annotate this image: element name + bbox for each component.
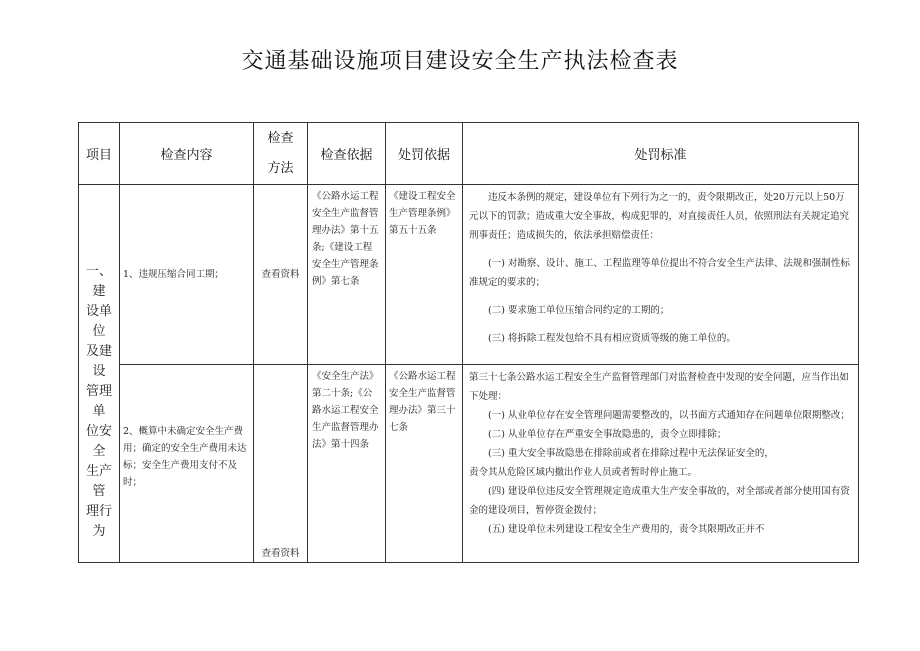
item-line: 生产管 bbox=[85, 463, 112, 499]
standard-paragraph: (五) 建设单位未列建设工程安全生产费用的，责令其限期改正并不 bbox=[488, 524, 765, 535]
check-basis: 《公路水运工程安全生产监督管理办法》第十五条;《建设工程安全生产管理条例》第七条 bbox=[308, 185, 386, 365]
check-method: 查看资料 bbox=[254, 185, 308, 365]
page-title: 交通基础设施项目建设安全生产执法检查表 bbox=[241, 49, 679, 74]
item-line: 及建设 bbox=[85, 343, 112, 379]
item-line: 理行为 bbox=[85, 503, 112, 539]
standard-paragraph: (一) 对勘察、设计、施工、工程监理等单位提出不符合安全生产法律、法规和强制性标准规定的要求的； bbox=[469, 258, 850, 288]
item-line: 管理单 bbox=[85, 383, 112, 419]
standard-paragraph: 责令其从危险区域内撤出作业人员或者暂时停止施工。 bbox=[469, 467, 698, 478]
punish-standard bbox=[463, 185, 859, 365]
check-content: 1、违规压缩合同工期； bbox=[120, 185, 254, 365]
punish-basis: 《公路水运工程安全生产监督管理办法》第三十七条 bbox=[386, 365, 463, 563]
header-method-line2: 方法 bbox=[267, 160, 294, 176]
header-standard: 处罚标准 bbox=[463, 123, 859, 185]
header-method-line1: 检查 bbox=[267, 130, 294, 146]
standard-paragraph: (一) 从业单位存在安全管理问题需要整改的，以书面方式通知存在问题单位限期整改； bbox=[488, 410, 850, 421]
punish-basis: 《建设工程安全生产管理条例》第五十五条 bbox=[386, 185, 463, 365]
standard-paragraph: (三) 将拆除工程发包给不具有相应资质等级的施工单位的。 bbox=[488, 333, 736, 344]
inspection-table bbox=[78, 122, 859, 563]
header-basis: 检查依据 bbox=[308, 123, 386, 185]
table-row bbox=[79, 365, 859, 563]
standard-paragraph: (二) 要求施工单位压缩合同约定的工期的； bbox=[488, 305, 670, 316]
header-content: 检查内容 bbox=[120, 123, 254, 185]
header-punish-basis: 处罚依据 bbox=[386, 123, 463, 185]
item-line: 位安全 bbox=[85, 423, 112, 459]
punish-standard bbox=[463, 365, 859, 563]
item-line: 一、建 bbox=[85, 263, 112, 299]
standard-paragraph: (二) 从业单位存在严重安全事故隐患的，责令立即排除； bbox=[488, 429, 727, 440]
header-method bbox=[254, 123, 308, 185]
standard-paragraph: 违反本条例的规定，建设单位有下列行为之一的，责令限期改正，处20万元以上50万元以下的罚款；造成重大安全事故，构成犯罪的，对直接责任人员，依照刑法有关规定追究刑事责任；造成损失的，依法承担赔偿责任： bbox=[469, 192, 850, 241]
item-group-label bbox=[79, 185, 120, 563]
standard-paragraph: 第三十七条公路水运工程安全生产监督管理部门对监督检查中发现的安全问题，应当作出如下处理： bbox=[469, 372, 850, 402]
check-content: 2、概算中未确定安全生产费用；确定的安全生产费用未达标；安全生产费用支付不及时； bbox=[120, 365, 254, 563]
header-item: 项目 bbox=[79, 123, 120, 185]
standard-paragraph: (四) 建设单位违反安全管理规定造成重大生产安全事故的，对全部或者部分使用国有资金的建设项目，暂停资金拨付； bbox=[469, 486, 850, 516]
header-row bbox=[79, 123, 859, 185]
item-line: 设单位 bbox=[85, 303, 112, 339]
table-row bbox=[79, 185, 859, 365]
standard-paragraph: (三) 重大安全事故隐患在排除前或者在排除过程中无法保证安全的， bbox=[488, 448, 774, 459]
check-basis: 《安全生产法》第二十条;《公路水运工程安全生产监督管理办法》第十四条 bbox=[308, 365, 386, 563]
check-method: 查看资料 bbox=[254, 365, 308, 563]
